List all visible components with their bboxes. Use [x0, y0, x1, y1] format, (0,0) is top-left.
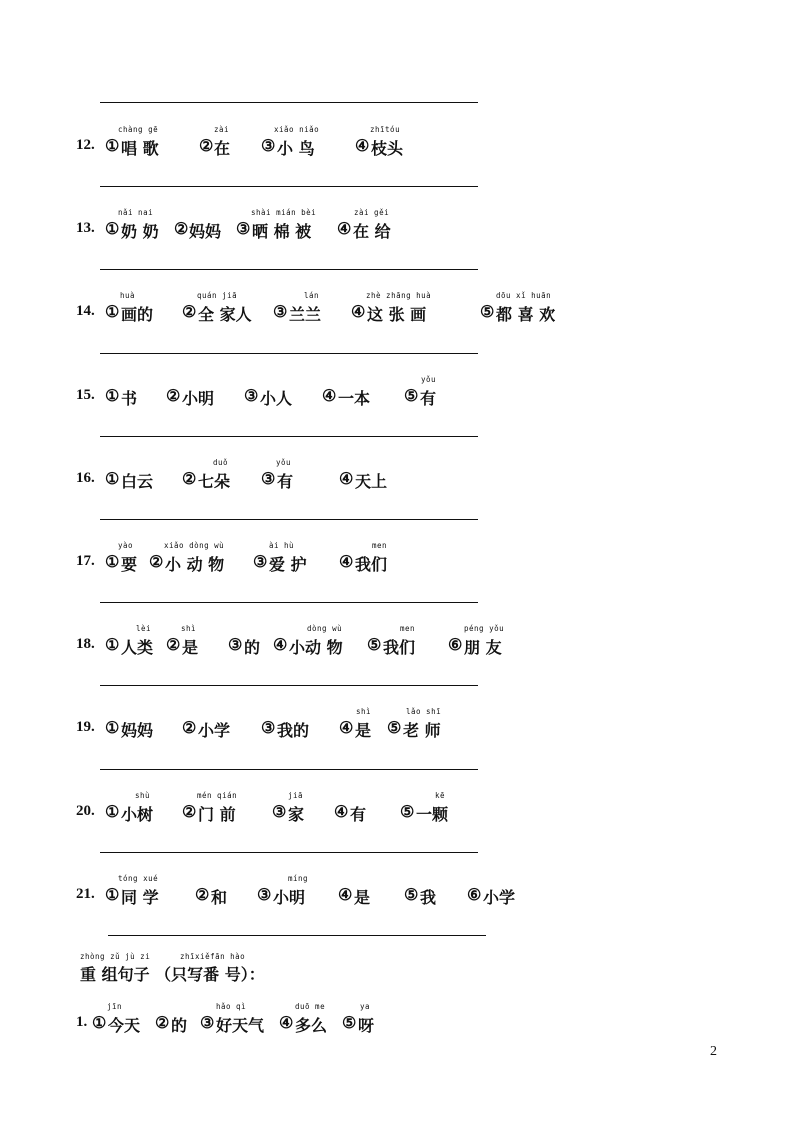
option-marker: ② — [195, 885, 210, 904]
word-text: 的 — [171, 1016, 188, 1035]
option-marker: ② — [149, 552, 164, 571]
word-text: 一本 — [338, 389, 371, 408]
word-text: 小明 — [182, 389, 215, 408]
option-marker: ③ — [200, 1013, 215, 1032]
pinyin: shì — [356, 707, 372, 716]
pinyin: duō me — [295, 1002, 326, 1011]
answer-line — [100, 519, 478, 520]
option-marker: ⑤ — [404, 885, 419, 904]
option-marker: ⑤ — [387, 718, 402, 737]
word-text: 我们 — [383, 638, 416, 657]
word-text: 小明 — [273, 888, 306, 907]
option-marker: ② — [166, 635, 181, 654]
pinyin: yǒu — [276, 458, 292, 467]
option-marker: ① — [105, 718, 120, 737]
answer-line — [100, 769, 478, 770]
option-marker: ⑥ — [467, 885, 482, 904]
option-marker: ① — [105, 302, 120, 321]
word-text: 是 — [354, 888, 371, 907]
pinyin: lǎo shī — [406, 707, 442, 716]
option-marker: ① — [92, 1013, 107, 1032]
word-text: 家 — [288, 805, 305, 824]
word-text: 好天气 — [216, 1016, 265, 1035]
question-number: 14. — [76, 303, 95, 319]
pinyin: ài hù — [269, 541, 295, 550]
word-text: 书 — [121, 389, 138, 408]
answer-line — [100, 186, 478, 187]
question-number: 12. — [76, 137, 95, 153]
question-number: 15. — [76, 387, 95, 403]
pinyin: zài gěi — [354, 208, 390, 217]
page-number: 2 — [710, 1044, 717, 1059]
question-number: 21. — [76, 886, 95, 902]
pinyin: hǎo qì — [216, 1002, 247, 1011]
word-text: 妈妈 — [121, 721, 154, 740]
option-marker: ① — [105, 219, 120, 238]
word-text: 兰兰 — [289, 305, 322, 324]
option-marker: ③ — [244, 386, 259, 405]
pinyin: chàng gē — [118, 125, 159, 134]
pinyin: shì — [181, 624, 197, 633]
option-marker: ③ — [261, 718, 276, 737]
pinyin: dòng wù — [307, 624, 343, 633]
word-text: 白云 — [121, 472, 154, 491]
word-text: 是 — [355, 721, 372, 740]
option-marker: ④ — [339, 552, 354, 571]
option-marker: ⑤ — [342, 1013, 357, 1032]
word-text: 我的 — [277, 721, 310, 740]
pinyin: lèi — [136, 624, 152, 633]
word-text: 我 — [420, 888, 437, 907]
option-marker: ④ — [337, 219, 352, 238]
word-text: 有 — [420, 389, 437, 408]
pinyin: nǎi nai — [118, 208, 154, 217]
pinyin: huà — [120, 291, 136, 300]
option-marker: ③ — [272, 802, 287, 821]
pinyin: míng — [288, 874, 309, 883]
pinyin: zhīxiěfān hào — [180, 952, 246, 961]
question-number: 16. — [76, 470, 95, 486]
word-text: 朋 友 — [464, 638, 502, 657]
answer-line — [100, 269, 478, 270]
pinyin: zhītóu — [370, 125, 401, 134]
word-text: 在 — [214, 139, 231, 158]
word-text: 在 给 — [353, 222, 391, 241]
option-marker: ④ — [273, 635, 288, 654]
option-marker: ② — [182, 718, 197, 737]
option-marker: ④ — [355, 136, 370, 155]
option-marker: ⑤ — [480, 302, 495, 321]
word-text: 的 — [244, 638, 261, 657]
pinyin: duǒ — [213, 458, 229, 467]
word-text: 老 师 — [403, 721, 441, 740]
answer-line — [100, 102, 478, 103]
option-marker: ⑤ — [404, 386, 419, 405]
option-marker: ② — [155, 1013, 170, 1032]
pinyin: kē — [435, 791, 446, 800]
option-marker: ④ — [338, 885, 353, 904]
option-marker: ① — [105, 802, 120, 821]
option-marker: ③ — [257, 885, 272, 904]
pinyin: zhè zhāng huà — [366, 291, 432, 300]
pinyin: men — [372, 541, 388, 550]
option-marker: ③ — [228, 635, 243, 654]
pinyin: shù — [135, 791, 151, 800]
word-text: 我们 — [355, 555, 388, 574]
option-marker: ④ — [279, 1013, 294, 1032]
word-text: 晒 棉 被 — [252, 222, 312, 241]
option-marker: ⑤ — [367, 635, 382, 654]
pinyin: jīn — [107, 1002, 123, 1011]
question-number: 18. — [76, 636, 95, 652]
word-text: 七朵 — [198, 472, 231, 491]
word-text: 小人 — [260, 389, 293, 408]
option-marker: ④ — [339, 469, 354, 488]
word-text: 爱 护 — [269, 555, 307, 574]
option-marker: ② — [166, 386, 181, 405]
option-marker: ① — [105, 885, 120, 904]
option-marker: ③ — [236, 219, 251, 238]
word-text: 小学 — [198, 721, 231, 740]
question-number: 19. — [76, 719, 95, 735]
question-number: 20. — [76, 803, 95, 819]
word-text: 天上 — [355, 472, 388, 491]
word-text: 都 喜 欢 — [496, 305, 556, 324]
question-number: 17. — [76, 553, 95, 569]
word-text: 妈妈 — [189, 222, 222, 241]
option-marker: ⑥ — [448, 635, 463, 654]
option-marker: ③ — [273, 302, 288, 321]
word-text: 人类 — [121, 638, 154, 657]
option-marker: ① — [105, 635, 120, 654]
option-marker: ① — [105, 136, 120, 155]
word-text: 一颗 — [416, 805, 449, 824]
pinyin: xiǎo niǎo — [274, 125, 320, 134]
word-text: 要 — [121, 555, 138, 574]
word-text: 和 — [211, 888, 228, 907]
word-text: 小 鸟 — [277, 139, 315, 158]
option-marker: ③ — [261, 136, 276, 155]
pinyin: shài mián bèi — [251, 208, 317, 217]
option-marker: ③ — [253, 552, 268, 571]
answer-line — [100, 353, 478, 354]
option-marker: ④ — [339, 718, 354, 737]
section-title: 重 组句子 （只写番 号）： — [80, 965, 265, 984]
pinyin: quán jiā — [197, 291, 238, 300]
word-text: 小学 — [483, 888, 516, 907]
pinyin: dōu xǐ huān — [496, 291, 552, 300]
pinyin: mén qián — [197, 791, 238, 800]
word-text: 画的 — [121, 305, 154, 324]
word-text: 枝头 — [371, 139, 404, 158]
option-marker: ⑤ — [400, 802, 415, 821]
word-text: 是 — [182, 638, 199, 657]
word-text: 有 — [350, 805, 367, 824]
word-text: 多么 — [295, 1016, 328, 1035]
answer-line — [100, 602, 478, 603]
option-marker: ④ — [351, 302, 366, 321]
question-number: 1. — [76, 1014, 88, 1030]
pinyin: ya — [360, 1002, 371, 1011]
option-marker: ② — [182, 469, 197, 488]
option-marker: ④ — [334, 802, 349, 821]
answer-line — [108, 935, 486, 936]
option-marker: ① — [105, 552, 120, 571]
word-text: 奶 奶 — [121, 222, 159, 241]
pinyin: tóng xué — [118, 874, 159, 883]
word-text: 这 张 画 — [367, 305, 427, 324]
word-text: 唱 歌 — [121, 139, 159, 158]
option-marker: ④ — [322, 386, 337, 405]
word-text: 门 前 — [198, 805, 236, 824]
pinyin: xiǎo dòng wù — [164, 541, 225, 550]
word-text: 小树 — [121, 805, 154, 824]
answer-line — [100, 852, 478, 853]
pinyin: yào — [118, 541, 134, 550]
option-marker: ② — [199, 136, 214, 155]
word-text: 呀 — [358, 1016, 375, 1035]
pinyin: zài — [214, 125, 230, 134]
pinyin: zhòng zǔ jù zi — [80, 952, 151, 961]
option-marker: ② — [174, 219, 189, 238]
word-text: 小动 物 — [289, 638, 343, 657]
word-text: 小 动 物 — [165, 555, 225, 574]
pinyin: lán — [304, 291, 320, 300]
word-text: 同 学 — [121, 888, 159, 907]
option-marker: ② — [182, 302, 197, 321]
word-text: 有 — [277, 472, 294, 491]
answer-line — [100, 436, 478, 437]
pinyin: yǒu — [421, 375, 437, 384]
option-marker: ② — [182, 802, 197, 821]
word-text: 今天 — [108, 1016, 141, 1035]
pinyin: men — [400, 624, 416, 633]
question-number: 13. — [76, 220, 95, 236]
pinyin: péng yǒu — [464, 624, 505, 633]
option-marker: ① — [105, 469, 120, 488]
option-marker: ③ — [261, 469, 276, 488]
option-marker: ① — [105, 386, 120, 405]
word-text: 全 家人 — [198, 305, 252, 324]
pinyin: jiā — [288, 791, 304, 800]
answer-line — [100, 685, 478, 686]
